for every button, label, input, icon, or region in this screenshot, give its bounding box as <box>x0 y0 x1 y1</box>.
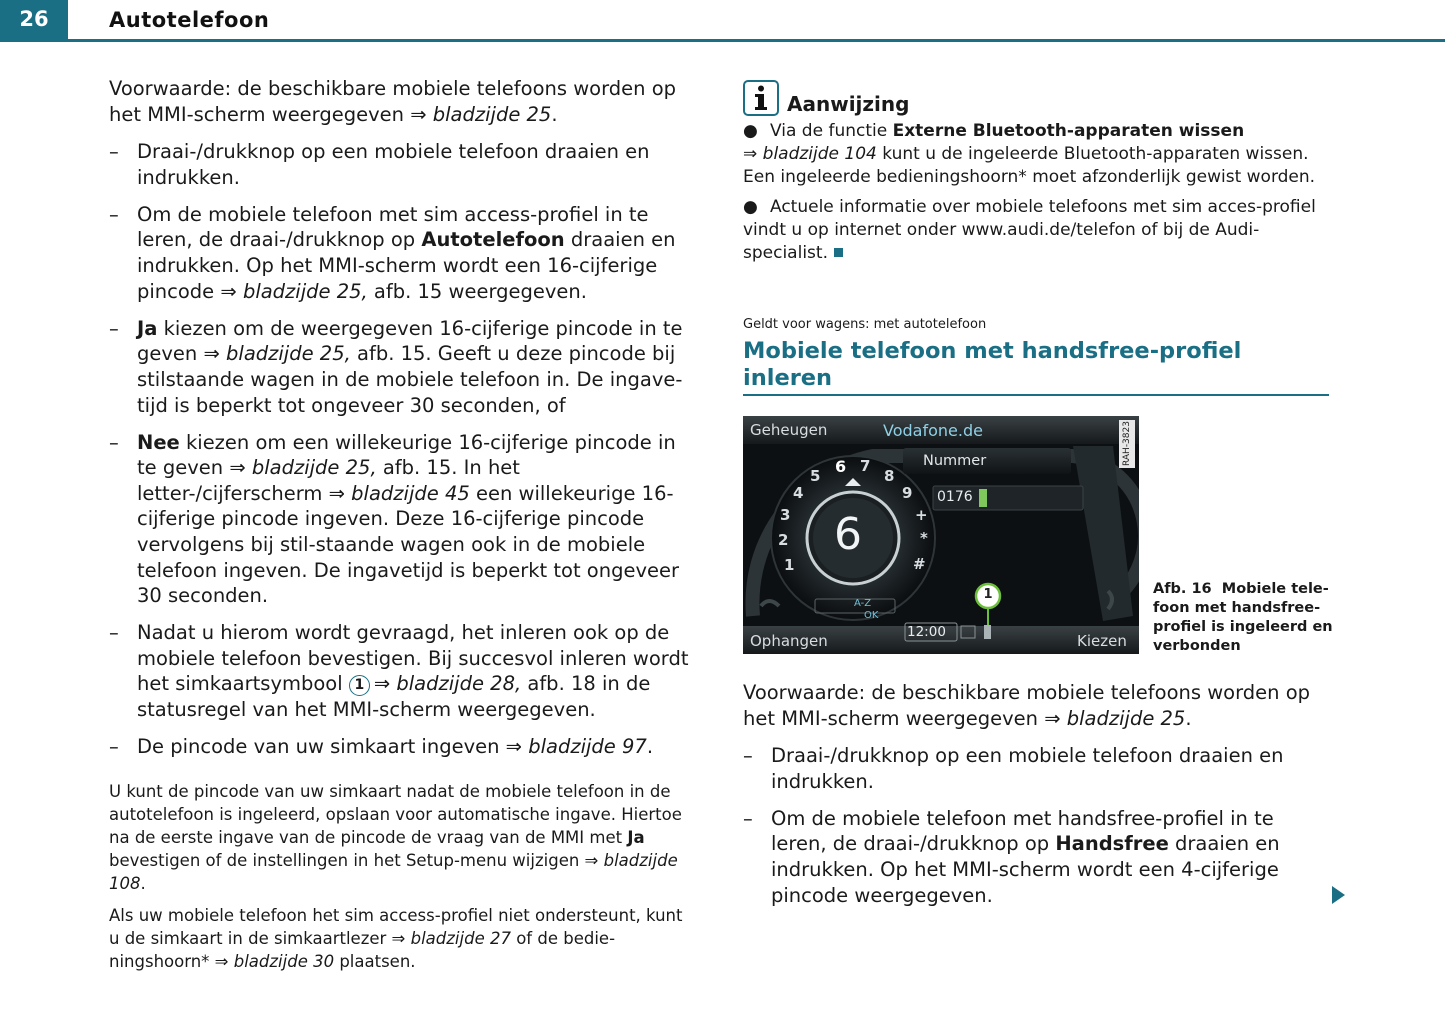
number-field-value[interactable]: 0176 <box>937 489 973 505</box>
small-paragraph: Als uw mobiele telefoon het sim access-profiel niet ondersteunt, kunt u de simkaart in de simkaartlezer ⇒ bladzijde 27 of de bedie-ningshoorn* ⇒ bladzijde 30 plaatsen. <box>109 905 683 971</box>
dial-char[interactable]: 6 <box>835 457 847 476</box>
page-number: 26 <box>0 0 68 39</box>
right-column-lower <box>743 680 1333 920</box>
applies-to-label: Geldt voor wagens: met autotelefoon <box>743 317 987 332</box>
list-item: – Draai-/drukknop op een mobiele telefoon draaien en indrukken. <box>743 744 1284 793</box>
page-reference[interactable]: bladzijde 28, <box>396 672 522 696</box>
callout-number: 1 <box>983 587 993 602</box>
sim-symbol-callout: 1 <box>349 675 370 696</box>
softkey-memory[interactable]: Geheugen <box>750 421 828 439</box>
section-title: Mobiele telefoon met handsfree-profiel inleren <box>743 338 1242 391</box>
page-reference[interactable]: bladzijde 104 <box>762 144 877 164</box>
note-title: Aanwijzing <box>787 92 910 116</box>
page-reference[interactable]: bladzijde 108 <box>109 850 678 893</box>
page-reference[interactable]: bladzijde 27 <box>410 928 511 948</box>
list-item: – Nadat u hierom wordt gevraagd, het inleren ook op de mobiele telefoon bevestigen. Bij succesvol inleren wordt het simkaartsymbool 1 ⇒ bladzijde 28, afb. 18 in de statusregel van het MMI-scherm weergegeven. <box>109 621 689 722</box>
az-label[interactable]: A-Z <box>854 598 872 609</box>
note-bullet: ● Via de functie Externe Bluetooth-apparaten wissen ⇒ bladzijde 104 kunt u de ingeleerde Bluetooth-apparaten wissen. Een ingeleerde bedieningshoorn* moet afzonderlijk gewist worden. <box>743 121 1316 187</box>
mmi-screen-illustration <box>743 416 1139 654</box>
image-code: RAH-3823 <box>1119 420 1135 468</box>
note-bullet: ● Actuele informatie over mobiele telefoons met sim acces-profiel vindt u op internet onder www.audi.de/telefon of bij de Audi-specialist. <box>743 197 1316 263</box>
dial-selected-digit: 6 <box>834 509 862 560</box>
list-item: – Ja kiezen om de weergegeven 16-cijferige pincode in te geven ⇒ bladzijde 25, afb. 15. Geeft u deze pincode bij stilstaande wagen in de mobiele telefoon in. De ingave-tijd is beperkt tot ongeveer 30 seconden, of <box>109 316 683 417</box>
page-reference[interactable]: bladzijde 25, <box>251 456 377 480</box>
page-reference[interactable]: bladzijde 25 <box>432 102 552 126</box>
dial-char[interactable]: 4 <box>793 484 804 502</box>
dial-char[interactable]: 2 <box>778 531 789 549</box>
list-item: – Nee kiezen om een willekeurige 16-cijferige pincode in te geven ⇒ bladzijde 25, afb. 15. In het letter-/cijferscherm ⇒ bladzijde 45 een willekeurige 16-cijferige pincode ingeven. Deze 16-cijferige pincode vervolgens bij stil-staande wagen ook in de mobiele telefoon ingeven. De ingavetijd is beperkt tot ongeveer 30 seconden. <box>109 430 680 608</box>
dial-char[interactable]: 1 <box>784 556 795 574</box>
network-name: Vodafone.de <box>883 421 983 440</box>
dial-char[interactable]: 8 <box>884 467 895 485</box>
right-column <box>743 80 1333 396</box>
page-reference[interactable]: bladzijde 25, <box>242 279 368 303</box>
number-field-label: Nummer <box>923 453 987 469</box>
dial-char[interactable]: 9 <box>902 484 913 502</box>
dial-char[interactable]: * <box>920 529 928 547</box>
ok-label[interactable]: OK <box>864 610 879 621</box>
left-intro: Voorwaarde: de beschikbare mobiele telefoons worden op het MMI-scherm weergegeven ⇒ bladzijde 25. <box>109 77 677 126</box>
figure-caption-text: Mobiele tele-foon met handsfree-profiel is ingeleerd en verbonden <box>1153 581 1333 654</box>
clock: 12:00 <box>907 624 946 640</box>
softkey-select[interactable]: Kiezen <box>1077 632 1127 650</box>
dial-char[interactable]: # <box>913 555 926 573</box>
figure-label: Afb. 16 <box>1153 581 1212 597</box>
info-icon <box>743 80 779 116</box>
small-paragraph: U kunt de pincode van uw simkaart nadat de mobiele telefoon in de autotelefoon is ingeleerd, opslaan voor automatische ingave. Hiertoe na de eerste ingave van de pincode de vraag van de MMI met Ja bevestigen of de instellingen in het Setup-menu wijzigen ⇒ bladzijde 108. <box>109 781 682 893</box>
list-item: – Om de mobiele telefoon met sim access-profiel in te leren, de draai-/drukknop op Autotelefoon draaien en indrukken. Op het MMI-scherm wordt een 16-cijferige pincode ⇒ bladzijde 25, afb. 15 weergegeven. <box>109 202 676 303</box>
section-rule <box>743 394 1329 396</box>
dial-char[interactable]: 3 <box>780 506 791 524</box>
right-intro: Voorwaarde: de beschikbare mobiele telefoons worden op het MMI-scherm weergegeven ⇒ bladzijde 25. <box>743 681 1311 730</box>
note-header <box>743 80 1333 116</box>
mmi-screen-figure <box>743 416 1139 654</box>
list-item: – Draai-/drukknop op een mobiele telefoon draaien en indrukken. <box>109 140 650 189</box>
page-header <box>0 0 1445 42</box>
page-reference[interactable]: bladzijde 25, <box>226 342 351 366</box>
end-of-section-mark <box>834 248 843 257</box>
running-title: Autotelefoon <box>109 8 270 32</box>
page-reference[interactable]: bladzijde 45 <box>351 481 470 505</box>
continue-arrow-icon[interactable] <box>1332 886 1345 904</box>
dial-char[interactable]: 7 <box>860 457 871 475</box>
figure-caption <box>1153 580 1333 656</box>
page-reference[interactable]: bladzijde 97 <box>528 735 647 759</box>
list-item: – De pincode van uw simkaart ingeven ⇒ bladzijde 97. <box>109 735 654 759</box>
list-item: – Om de mobiele telefoon met handsfree-profiel in te leren, de draai-/drukknop op Handsfree draaien en indrukken. Op het MMI-scherm wordt een 4-cijferige pincode weergegeven. <box>743 806 1280 907</box>
dial-char[interactable]: 5 <box>810 467 821 485</box>
page-reference[interactable]: bladzijde 30 <box>233 951 335 971</box>
softkey-hang-up[interactable]: Ophangen <box>750 632 828 650</box>
dial-char[interactable]: + <box>915 506 928 524</box>
page-reference[interactable]: bladzijde 25 <box>1066 706 1186 730</box>
left-column <box>109 76 694 982</box>
header-rule <box>0 39 1445 42</box>
